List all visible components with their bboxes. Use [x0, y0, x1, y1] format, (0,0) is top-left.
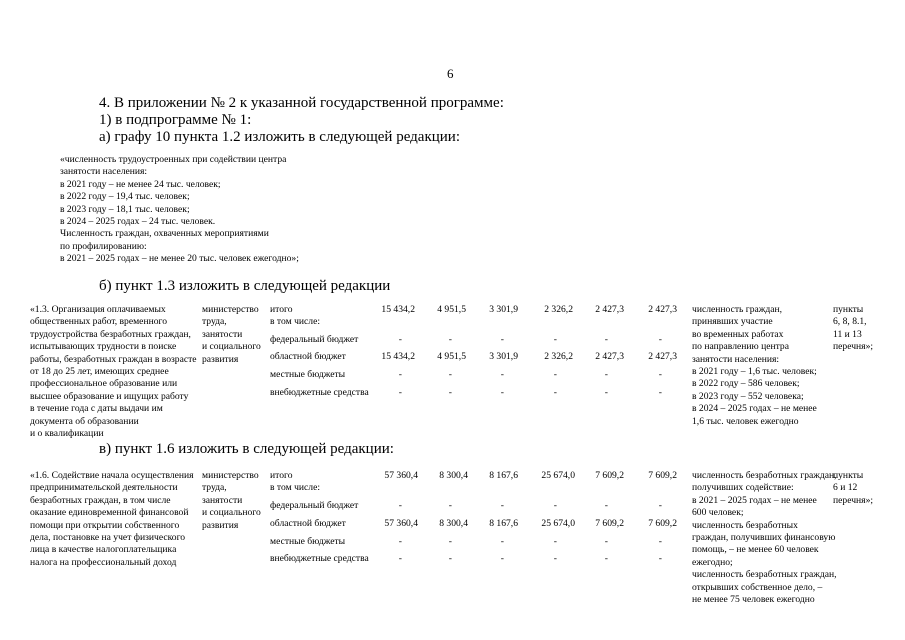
section-c-description [30, 470, 194, 569]
result-line: численность безработных граждан, [692, 569, 837, 581]
link-line: перечня»; [833, 494, 874, 506]
desc-line: и о квалификации [30, 428, 104, 440]
desc-line: трудоустройства безработных граждан, [30, 328, 191, 340]
desc-line: профессиональное образование или [30, 378, 178, 390]
ministry-line: труда, [202, 482, 227, 494]
desc-line: «1.6. Содействие начала осуществления [30, 470, 194, 481]
value-cell: - [448, 334, 452, 345]
value-cell: - [658, 387, 662, 398]
value-cell: - [604, 387, 608, 398]
result-line: 1,6 тыс. человек ежегодно [692, 415, 799, 427]
result-line: открывших собственное дело, – [692, 581, 823, 593]
desc-line: налога на профессиональный доход [30, 556, 177, 568]
heading-line-1: 4. В приложении № 2 к указанной государственной программе: [99, 95, 504, 111]
value-cell: - [398, 536, 402, 547]
value-cell: - [500, 334, 504, 345]
result-line: 600 человек; [692, 507, 744, 519]
desc-line: общественных работ, временного [30, 316, 168, 328]
fund-local: местные бюджеты [270, 536, 346, 547]
value-cell: - [658, 500, 662, 511]
value-cell: 4 951,5 [437, 351, 466, 362]
value-cell: 15 434,2 [381, 304, 415, 315]
fund-regional: областной бюджет [270, 518, 346, 529]
value-cell: 3 301,9 [489, 351, 518, 362]
desc-line: от 18 до 25 лет, имеющих среднее [30, 366, 169, 378]
value-cell: - [448, 536, 452, 547]
value-cell: - [658, 334, 662, 345]
fund-local: местные бюджеты [270, 369, 346, 380]
desc-line: испытывающих трудности в поиске [30, 341, 177, 353]
section-b-title: б) пункт 1.3 изложить в следующей редакции [99, 278, 391, 294]
value-cell: 15 434,2 [381, 351, 415, 362]
value-cell: 2 427,3 [595, 304, 624, 315]
desc-line: в течение года с даты выдачи им [30, 403, 163, 415]
result-line: в 2021 году – 1,6 тыс. человек; [692, 366, 817, 378]
ministry-line: министерство [202, 304, 259, 315]
desc-line: лица в качестве налогоплательщика [30, 544, 177, 556]
result-line: ежегодно; [692, 556, 733, 568]
result-line: в 2021 – 2025 годах – не менее [692, 494, 817, 506]
result-line: принявших участие [692, 316, 773, 328]
value-cell: 2 427,3 [595, 351, 624, 362]
desc-line: дела, постановке на учет физического [30, 532, 186, 544]
ministry-line: и социального [202, 507, 261, 519]
value-cell: - [553, 387, 557, 398]
section-c-ministry [202, 470, 261, 532]
value-cell: - [604, 553, 608, 564]
fund-federal: федеральный бюджет [270, 500, 359, 511]
value-cell: - [398, 553, 402, 564]
fund-federal: федеральный бюджет [270, 334, 359, 345]
value-cell: 8 167,6 [489, 518, 518, 529]
fund-total [270, 304, 320, 329]
value-cell: 2 326,2 [544, 304, 573, 315]
value-cell: 7 609,2 [648, 518, 677, 529]
value-cell: - [500, 387, 504, 398]
value-cell: - [500, 369, 504, 380]
desc-line: предпринимательской деятельности [30, 482, 178, 494]
value-cell: - [553, 369, 557, 380]
value-cell: - [553, 553, 557, 564]
result-line: в 2022 году – 586 человек; [692, 378, 800, 390]
value-cell: 2 326,2 [544, 351, 573, 362]
desc-line: работы, безработных граждан в возрасте [30, 353, 197, 365]
value-cell: - [553, 334, 557, 345]
section-b-ministry [202, 304, 261, 366]
fund-line: итого [270, 304, 293, 315]
ministry-line: развития [202, 353, 239, 365]
value-cell: - [500, 553, 504, 564]
desc-line: безработных граждан, в том числе [30, 494, 171, 506]
value-cell: - [398, 369, 402, 380]
result-line: численность безработных граждан, [692, 470, 837, 481]
section-c-title: в) пункт 1.6 изложить в следующей редакции: [99, 441, 394, 457]
value-cell: 57 360,4 [384, 470, 418, 481]
value-cell: 57 360,4 [384, 518, 418, 529]
link-line: 6, 8, 8.1, [833, 316, 867, 328]
section-b-result [692, 304, 817, 428]
fund-line: в том числе: [270, 482, 321, 494]
value-cell: - [398, 334, 402, 345]
value-cell: - [500, 536, 504, 547]
fund-total [270, 470, 320, 495]
section-c-result [692, 470, 837, 606]
link-line: пункты [833, 470, 864, 481]
value-cell: - [604, 369, 608, 380]
heading-line-3: а) графу 10 пункта 1.2 изложить в следующей редакции: [99, 129, 460, 145]
result-line: в 2024 – 2025 годах – не менее [692, 403, 817, 415]
result-line: помощь, – не менее 60 человек [692, 544, 819, 556]
value-cell: - [448, 500, 452, 511]
result-line: численность безработных [692, 519, 798, 531]
link-line: 6 и 12 [833, 482, 858, 494]
value-cell: 8 167,6 [489, 470, 518, 481]
value-cell: 2 427,3 [648, 351, 677, 362]
value-cell: - [604, 500, 608, 511]
link-line: перечня»; [833, 341, 874, 353]
value-cell: - [398, 387, 402, 398]
desc-line: помощи при открытии собственного [30, 519, 180, 531]
intro-quote [60, 154, 420, 266]
ministry-line: труда, [202, 316, 227, 328]
result-line: по направлению центра [692, 341, 789, 353]
intro-line: в 2023 году – 18,1 тыс. человек; [60, 203, 190, 215]
value-cell: - [553, 536, 557, 547]
result-line: занятости населения: [692, 353, 780, 365]
value-cell: - [553, 500, 557, 511]
value-cell: 2 427,3 [648, 304, 677, 315]
value-cell: - [604, 334, 608, 345]
value-cell: - [658, 369, 662, 380]
value-cell: 25 674,0 [541, 518, 575, 529]
fund-line: итого [270, 470, 293, 481]
result-line: во временных работах [692, 328, 784, 340]
intro-line: в 2024 – 2025 годах – 24 тыс. человек. [60, 216, 216, 228]
section-b-links [833, 304, 873, 354]
section-c-links [833, 470, 873, 507]
fund-line: в том числе: [270, 316, 321, 328]
intro-line: в 2021 – 2025 годах – не менее 20 тыс. человек ежегодно»; [60, 253, 299, 265]
ministry-line: занятости [202, 328, 243, 340]
link-line: 11 и 13 [833, 328, 862, 340]
page-number: 6 [447, 66, 454, 81]
result-line: граждан, получивших финансовую [692, 532, 836, 544]
fund-extrabudget: внебюджетные средства [270, 387, 369, 398]
desc-line: оказание единовременной финансовой [30, 507, 189, 519]
value-cell: - [448, 369, 452, 380]
intro-line: занятости населения: [60, 166, 148, 178]
intro-line: в 2022 году – 19,4 тыс. человек; [60, 191, 190, 203]
value-cell: 3 301,9 [489, 304, 518, 315]
value-cell: 4 951,5 [437, 304, 466, 315]
value-cell: - [658, 536, 662, 547]
intro-line: по профилированию: [60, 240, 147, 252]
section-b-description [30, 304, 197, 440]
value-cell: - [658, 553, 662, 564]
intro-line: Численность граждан, охваченных мероприятиями [60, 228, 269, 240]
result-line: численность граждан, [692, 304, 783, 315]
ministry-line: занятости [202, 494, 243, 506]
value-cell: 25 674,0 [541, 470, 575, 481]
fund-regional: областной бюджет [270, 351, 346, 362]
value-cell: - [398, 500, 402, 511]
link-line: пункты [833, 304, 864, 315]
desc-line: документа об образовании [30, 415, 139, 427]
result-line: не менее 75 человек ежегодно [692, 594, 815, 606]
desc-line: «1.3. Организация оплачиваемых [30, 304, 166, 315]
ministry-line: развития [202, 519, 239, 531]
value-cell: 8 300,4 [439, 470, 468, 481]
ministry-line: министерство [202, 470, 259, 481]
value-cell: 8 300,4 [439, 518, 468, 529]
value-cell: - [500, 500, 504, 511]
heading-line-2: 1) в подпрограмме № 1: [99, 112, 252, 128]
fund-extrabudget: внебюджетные средства [270, 553, 369, 564]
ministry-line: и социального [202, 341, 261, 353]
value-cell: 7 609,2 [595, 470, 624, 481]
value-cell: - [448, 553, 452, 564]
value-cell: 7 609,2 [648, 470, 677, 481]
result-line: получивших содействие: [692, 482, 794, 494]
value-cell: - [448, 387, 452, 398]
desc-line: высшее образование и ищущих работу [30, 390, 189, 402]
intro-line: в 2021 году – не менее 24 тыс. человек; [60, 178, 221, 190]
result-line: в 2023 году – 552 человека; [692, 390, 804, 402]
intro-line: «численность трудоустроенных при содействии центра [60, 154, 287, 165]
value-cell: - [604, 536, 608, 547]
value-cell: 7 609,2 [595, 518, 624, 529]
